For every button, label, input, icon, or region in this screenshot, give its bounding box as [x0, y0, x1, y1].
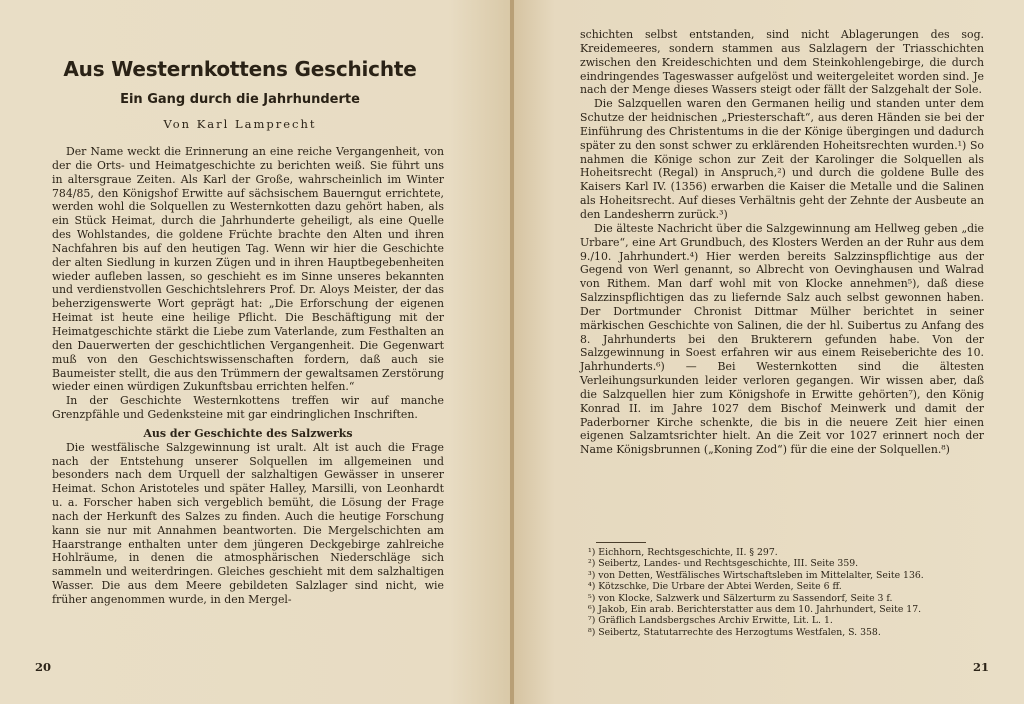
section-heading: Aus der Geschichte des Salzwerks	[143, 426, 353, 440]
right-text-column	[580, 28, 984, 457]
footnote: ²) Seibertz, Landes- und Rechtsgeschichte, III. Seite 359.	[588, 558, 859, 570]
paragraph: Die westfälische Salzgewinnung ist uralt. Alt ist auch die Frage nach der Entstehung unserer Solquellen im allgemeinen und besonders nach dem Urquell der salzhaltigen Gewässer in unserer Heimat. Schon Aristoteles und später Halley, Marsilli, von Leonhardt u. a. Forscher haben sich vergeblich bemüht, die Lösung der Frage nach der Herkunft des Salzes zu finden. Auch die heutige Forschung kann sie nur mit Annahmen beantworten. Die Mergelschichten am Haarstrange enthalten unter dem jüngeren Deckgebirge zahlreiche Hohlräume, in denen die atmosphärischen Niederschläge sich sammeln und weiterdringen. Gleiches geschieht mit dem salzhaltigen Wasser. Die aus dem Meere gebildeten Salzlager sind nicht, wie früher angenommen wurde, in den Mergel-	[52, 440, 444, 606]
paragraph: In der Geschichte Westernkottens treffen wir auf manche Grenzpfähle und Gedenksteine mit gar eindringlichen Inschriften.	[52, 394, 444, 422]
footnote: ¹) Eichhorn, Rechtsgeschichte, II. § 297.	[588, 547, 778, 558]
footnote: ⁵) von Klocke, Salzwerk und Sälzerturm zu Sassendorf, Seite 3 f.	[588, 592, 893, 604]
footnote: ⁴) Kötzschke, Die Urbare der Abtei Werden, Seite 6 ff.	[588, 581, 842, 593]
paragraph: Der Name weckt die Erinnerung an eine reiche Vergangenheit, von der die Orts- und Heimatgeschichte zu berichten weiß. Sie führt uns in altersgraue Zeiten. Als Karl der Große, wahrscheinlich im Winter 784/85, den Königshof Erwitte auf sächsischem Bauerngut errichtete, werden wohl die Solquellen zu Westernkotten dazu gehört haben, als ein Stück Heimat, durch die Jahrhunderte geheiligt, als eine Quelle des Wohlstandes, die goldene Früchte brachte den Alten und ihren Nachfahren bis auf den heutigen Tag. Wenn wir hier die Geschichte der alten Siedlung in kurzen Zügen und in ihren Hauptbegebenheiten wieder aufleben lassen, so geschieht es im Sinne unseres bekannten und verdienstvollen Geschichtslehrers Prof. Dr. Aloys Meister, der das beherzigenswerte Wort geprägt hat: „Die Erforschung der eigenen Heimat ist heute eine heilige Pflicht. Die Beschäftigung mit der Heimatgeschichte stärkt die Liebe zum Vaterlande, zum Festhalten an den Dauerwerten der geschichtlichen Vergangenheit. Die Gegenwart muß von den Geschichtswissenschaften fordern, daß auch sie Baumeister stellt, die aus den Trümmern der gewaltsamen Zerstörung wieder einen würdigen Zukunftsbau errichten helfen.“	[52, 145, 444, 394]
article-title: Aus Westernkottens Geschichte	[63, 57, 417, 81]
page-number: 21	[973, 660, 990, 674]
footnote-divider	[596, 542, 646, 543]
page-number: 20	[35, 660, 52, 674]
left-page	[0, 0, 510, 704]
article-subtitle: Ein Gang durch die Jahrhunderte	[120, 92, 360, 107]
footnote: ³) von Detten, Westfälisches Wirtschaftsleben im Mittelalter, Seite 136.	[588, 569, 924, 581]
right-page	[514, 0, 1024, 704]
footnote: ⁷) Gräflich Landsbergsches Archiv Erwitte, Lit. L. 1.	[588, 615, 833, 627]
paragraph: Die älteste Nachricht über die Salzgewinnung am Hellweg geben „die Urbare“, eine Art Grundbuch, des Klosters Werden an der Ruhr aus dem 9./10. Jahrhundert.⁴) Hier werden bereits Salzzinspflichtige aus der Gegend von Werl genannt, so Albrecht von Oevinghausen und Walrad von Rithem. Man darf wohl mit von Klocke annehmen⁵), daß diese Salzzinspflichtigen das zu liefernde Salz auch selbst gewonnen haben. Der Dortmunder Chronist Dittmar Mülher berichtet in seiner märkischen Geschichte von Salinen, die der hl. Suibertus zu Anfang des 8. Jahrhunderts bei den Brukterern gefunden habe. Von der Salzgewinnung in Soest erfahren wir aus einem Reiseberichte des 10. Jahrhunderts.⁶) — Bei Westernkotten sind die ältesten Verleihungsurkunden leider verloren gegangen. Wir wissen aber, daß die Salzquellen hier zum Königshofe in Erwitte gehörten⁷), den König Konrad II. im Jahre 1027 dem Bischof Meinwerk und damit der Paderborner Kirche schenkte, die bis in die neuere Zeit hier einen eigenen Salzamtsrichter hielt. An die Zeit vor 1027 erinnert noch der Name Königsbrunnen („Koning Zod“) für die eine der Solquellen.⁸)	[580, 221, 984, 457]
footnote: ⁸) Seibertz, Statutarrechte des Herzogtums Westfalen, S. 358.	[588, 626, 881, 638]
left-text-column	[52, 145, 444, 607]
article-author: Von Karl Lamprecht	[163, 117, 317, 131]
paragraph: Die Salzquellen waren den Germanen heilig und standen unter dem Schutze der heidnischen „Priesterschaft“, aus deren Händen sie bei der Einführung des Christentums in die der Könige übergingen und dadurch später zu den sonst schwer zu erklärenden Hoheitsrechten wurden.¹) So nahmen die Könige schon zur Zeit der Karolinger die Solquellen als Hoheitsrecht (Regal) in Anspruch,²) und durch die goldene Bulle des Kaisers Karl IV. (1356) erwarben die Kaiser die Metalle und die Salinen als Hoheitsrecht. Auf dieses Verhältnis geht der Zehnte der Ausbeute an den Landesherrn zurück.³)	[580, 97, 984, 221]
footnote: ⁶) Jakob, Ein arab. Berichterstatter aus dem 10. Jahrhundert, Seite 17.	[588, 604, 922, 616]
paragraph: schichten selbst entstanden, sind nicht Ablagerungen des sog. Kreidemeeres, sondern stammen aus Salzlagern der Triasschichten zwischen den Kreideschichten und dem Steinkohlengebirge, die durch eindringendes Tageswasser aufgelöst und weitergeleitet worden sind. Je nach der Menge dieses Wassers steigt oder fällt der Salzgehalt der Sole.	[580, 28, 984, 97]
footnotes	[588, 547, 988, 638]
